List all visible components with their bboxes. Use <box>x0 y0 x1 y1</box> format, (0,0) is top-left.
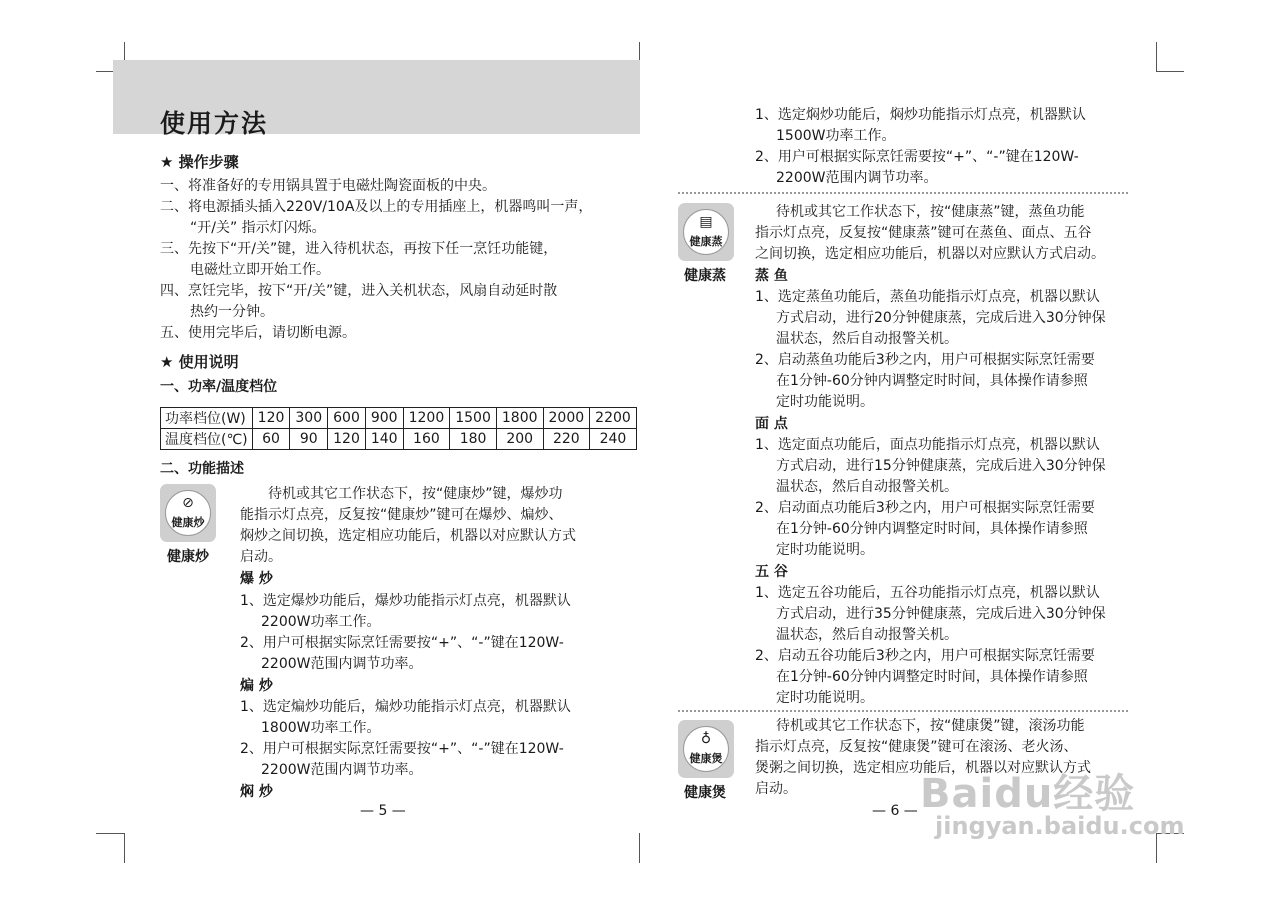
step-line: 三、先按下“开/关”键，进入待机状态，再按下任一烹饪功能键， <box>160 241 558 257</box>
table-cell: 220 <box>543 429 590 450</box>
stirfry-intro-line: 待机或其它工作状态下，按“健康炒”键，爆炒功 <box>268 486 563 502</box>
section-divider <box>678 710 1128 712</box>
steps-heading: ★ 操作步骤 <box>160 153 239 171</box>
zhengyu-heading: 蒸 鱼 <box>755 268 788 284</box>
menchao-line: 1、选定焖炒功能后，焖炒功能指示灯点亮，机器默认 <box>755 107 1086 123</box>
baochao-line: 2200W功率工作。 <box>261 614 381 630</box>
wugu-line: 定时功能说明。 <box>776 690 874 706</box>
menchao-line: 1500W功率工作。 <box>776 128 896 144</box>
bianchao-heading: 煸 炒 <box>240 678 273 694</box>
step-line: 五、使用完毕后，请切断电源。 <box>160 325 356 341</box>
usage-heading: ★ 使用说明 <box>160 353 239 371</box>
section-divider <box>678 192 1128 194</box>
crop-mark <box>124 833 125 863</box>
table-cell: 1800 <box>496 408 543 429</box>
miandian-line: 方式启动，进行15分钟健康蒸，完成后进入30分钟保 <box>776 458 1106 474</box>
steam-intro-line: 之间切换，选定相应功能后，机器以对应默认方式启动。 <box>755 246 1105 262</box>
wugu-heading: 五 谷 <box>755 564 788 580</box>
table-cell: 2000 <box>543 408 590 429</box>
page-number: — 5 — <box>360 803 406 819</box>
menchao-heading: 焖 炒 <box>240 784 273 800</box>
steamer-icon: ▤ 健康蒸 <box>678 203 734 261</box>
table-cell: 300 <box>290 408 328 429</box>
table-cell: 180 <box>450 429 497 450</box>
menchao-line: 2、用户可根据实际烹饪需要按“+”、“-”键在120W- <box>755 149 1079 165</box>
bianchao-line: 1、选定煸炒功能后，煸炒功能指示灯点亮，机器默认 <box>240 699 571 715</box>
stirfry-intro-line: 启动。 <box>240 549 282 565</box>
wugu-line: 2、启动五谷功能后3秒之内，用户可根据实际烹饪需要 <box>755 648 1095 664</box>
zhengyu-line: 2、启动蒸鱼功能后3秒之内，用户可根据实际烹饪需要 <box>755 352 1095 368</box>
baochao-line: 1、选定爆炒功能后，爆炒功能指示灯点亮，机器默认 <box>240 593 571 609</box>
miandian-line: 2、启动面点功能后3秒之内，用户可根据实际烹饪需要 <box>755 500 1095 516</box>
wugu-line: 温状态，然后自动报警关机。 <box>776 627 958 643</box>
crop-mark <box>96 833 124 834</box>
baochao-heading: 爆 炒 <box>240 571 273 587</box>
page-number: — 6 — <box>872 803 918 819</box>
table-cell: 60 <box>252 429 290 450</box>
baidu-logo-watermark: Baidu经验 <box>920 771 1136 817</box>
table-cell: 120 <box>252 408 290 429</box>
icon-label: 健康炒 <box>171 516 205 529</box>
menchao-line: 2200W范围内调节功率。 <box>776 170 938 186</box>
table-cell: 90 <box>290 429 328 450</box>
table-cell: 120 <box>328 429 366 450</box>
power-temperature-table <box>160 407 637 450</box>
table-row-label: 功率档位(W) <box>161 408 253 429</box>
table-row <box>161 408 637 429</box>
zhengyu-line: 1、选定蒸鱼功能后，蒸鱼功能指示灯点亮，机器以默认 <box>755 289 1100 305</box>
steam-intro-line: 指示灯点亮，反复按“健康蒸”键可在蒸鱼、面点、五谷 <box>755 225 1092 241</box>
table-row-label: 温度档位(℃) <box>161 429 253 450</box>
table-row <box>161 429 637 450</box>
icon-caption: 健康煲 <box>684 785 726 801</box>
table-cell: 240 <box>590 429 637 450</box>
boil-intro-line: 待机或其它工作状态下，按“健康煲”键，滚汤功能 <box>776 718 1085 734</box>
wugu-line: 方式启动，进行35分钟健康蒸，完成后进入30分钟保 <box>776 606 1106 622</box>
zhengyu-line: 方式启动，进行20分钟健康蒸，完成后进入30分钟保 <box>776 310 1106 326</box>
steam-intro-line: 待机或其它工作状态下，按“健康蒸”键，蒸鱼功能 <box>776 204 1085 220</box>
table-cell: 140 <box>365 429 403 450</box>
table-cell: 1200 <box>403 408 450 429</box>
table-cell: 900 <box>365 408 403 429</box>
stirfry-intro-line: 能指示灯点亮，反复按“健康炒”键可在爆炒、煸炒、 <box>240 507 563 523</box>
wugu-line: 1、选定五谷功能后，五谷功能指示灯点亮，机器以默认 <box>755 585 1100 601</box>
watermark-url: jingyan.baidu.com <box>935 812 1185 840</box>
bianchao-line: 2200W范围内调节功率。 <box>261 762 423 778</box>
step-line: “开/关” 指示灯闪烁。 <box>190 220 326 236</box>
crop-mark <box>639 833 640 863</box>
step-line: 二、将电源插头插入220V/10A及以上的专用插座上，机器鸣叫一声， <box>160 199 593 215</box>
table-cell: 160 <box>403 429 450 450</box>
table-cell: 1500 <box>450 408 497 429</box>
table-cell: 600 <box>328 408 366 429</box>
boil-intro-line: 煲粥之间切换，选定相应功能后，机器以对应默认方式 <box>755 760 1091 776</box>
table-cell: 2200 <box>590 408 637 429</box>
pot-icon: ♁ 健康煲 <box>678 720 734 778</box>
zhengyu-line: 定时功能说明。 <box>776 394 874 410</box>
zhengyu-line: 在1分钟-60分钟内调整定时时间，具体操作请参照 <box>776 373 1088 389</box>
bianchao-line: 2、用户可根据实际烹饪需要按“+”、“-”键在120W- <box>240 741 564 757</box>
step-line: 四、烹饪完毕，按下“开/关”键，进入关机状态，风扇自动延时散 <box>160 283 558 299</box>
page-title: 使用方法 <box>160 109 269 138</box>
stirfry-intro-line: 焖炒之间切换，选定相应功能后，机器以对应默认方式 <box>240 528 576 544</box>
boil-intro-line: 指示灯点亮，反复按“健康煲”键可在滚汤、老火汤、 <box>755 739 1078 755</box>
miandian-heading: 面 点 <box>755 416 788 432</box>
crop-mark <box>1156 42 1157 72</box>
boil-intro-line: 启动。 <box>755 781 797 797</box>
icon-label: 健康蒸 <box>689 235 723 248</box>
miandian-line: 在1分钟-60分钟内调整定时时间，具体操作请参照 <box>776 521 1088 537</box>
baochao-line: 2200W范围内调节功率。 <box>261 656 423 672</box>
miandian-line: 定时功能说明。 <box>776 542 874 558</box>
power-heading: 一、功率/温度档位 <box>160 379 278 395</box>
miandian-line: 温状态，然后自动报警关机。 <box>776 479 958 495</box>
icon-caption: 健康炒 <box>167 549 209 565</box>
miandian-line: 1、选定面点功能后，面点功能指示灯点亮，机器以默认 <box>755 437 1100 453</box>
bianchao-line: 1800W功率工作。 <box>261 720 381 736</box>
crop-mark <box>1156 71 1184 72</box>
function-heading: 二、功能描述 <box>160 461 244 477</box>
baochao-line: 2、用户可根据实际烹饪需要按“+”、“-”键在120W- <box>240 635 564 651</box>
step-line: 一、将准备好的专用锅具置于电磁灶陶瓷面板的中央。 <box>160 178 496 194</box>
pan-icon: ⊘ 健康炒 <box>160 484 216 542</box>
zhengyu-line: 温状态，然后自动报警关机。 <box>776 331 958 347</box>
icon-label: 健康煲 <box>689 752 723 765</box>
wugu-line: 在1分钟-60分钟内调整定时时间，具体操作请参照 <box>776 669 1088 685</box>
icon-caption: 健康蒸 <box>684 268 726 284</box>
step-line: 电磁灶立即开始工作。 <box>190 262 330 278</box>
table-cell: 200 <box>496 429 543 450</box>
step-line: 热约一分钟。 <box>190 304 274 320</box>
